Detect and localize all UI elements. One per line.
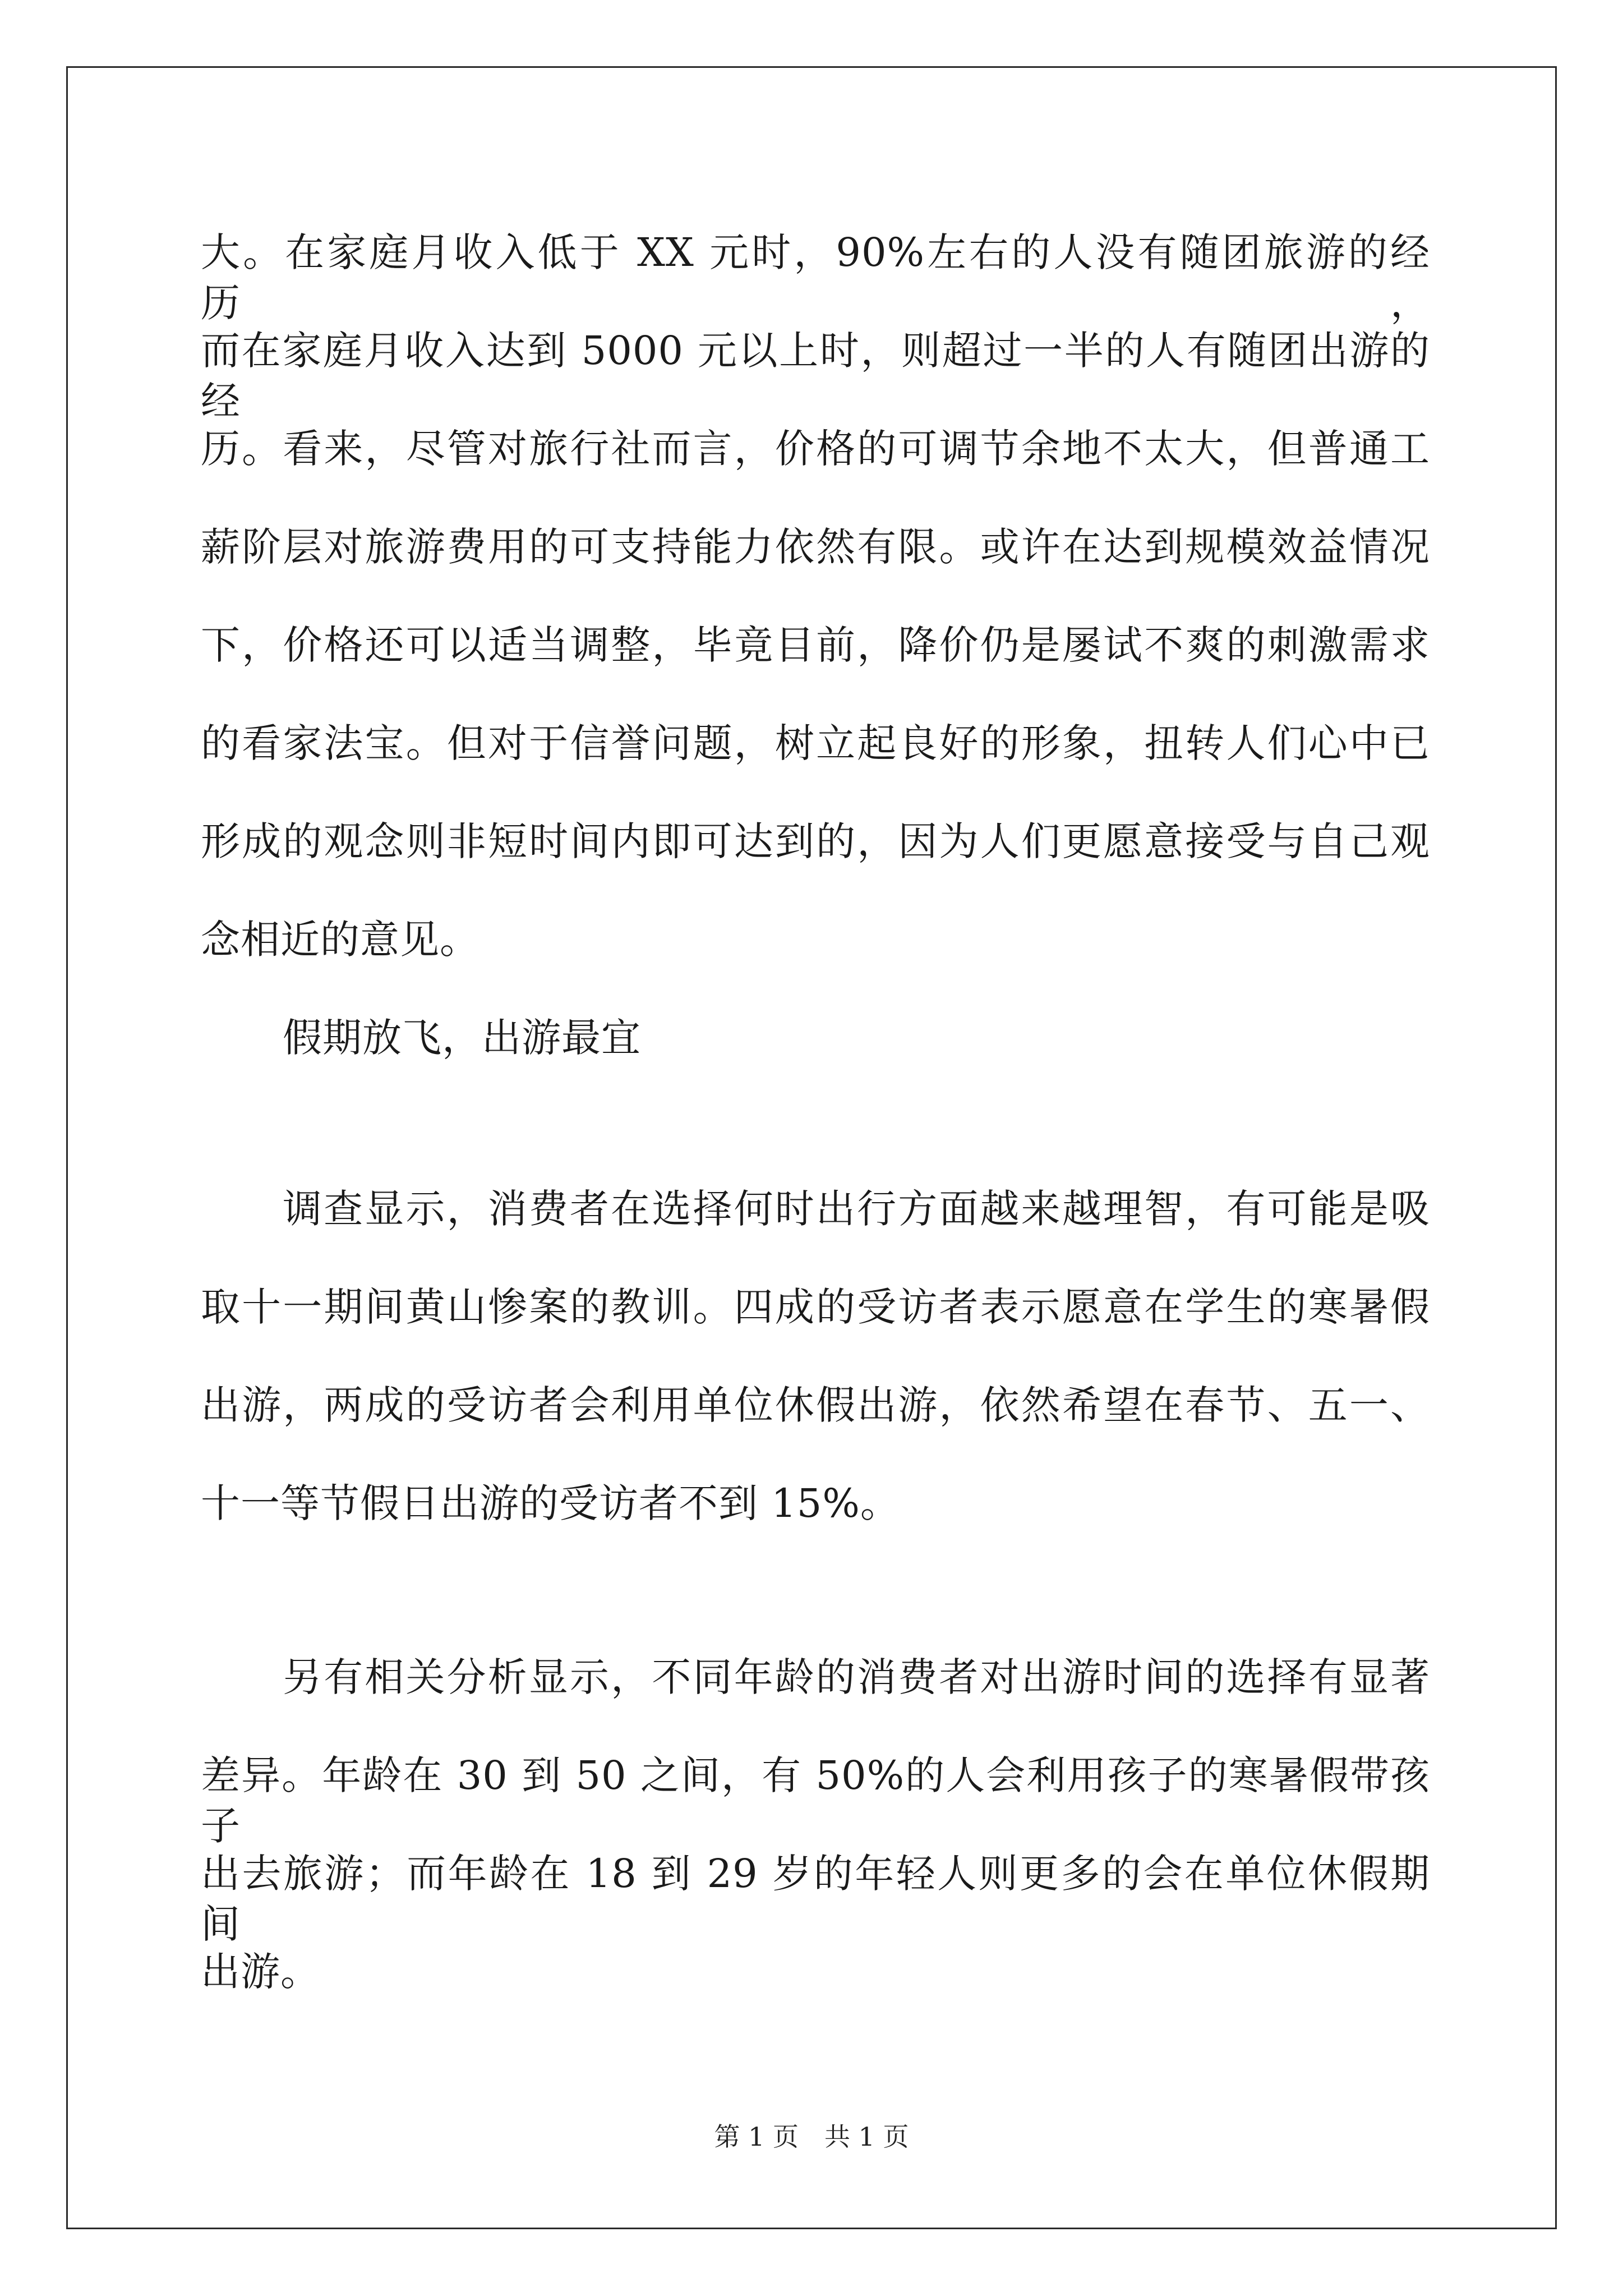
paragraph-line: 出去旅游；而年龄在 18 到 29 岁的年轻人则更多的会在单位休假期间 — [201, 1851, 1430, 1947]
section-heading: 假期放飞，出游最宜 — [283, 1015, 641, 1061]
paragraph-line: 十一等节假日出游的受访者不到 15%。 — [201, 1480, 900, 1526]
paragraph-line: 形成的观念则非短时间内即可达到的，因为人们更愿意接受与自己观 — [201, 818, 1430, 864]
page-border — [66, 66, 1557, 2229]
paragraph-line: 调查显示，消费者在选择何时出行方面越来越理智，有可能是吸 — [283, 1186, 1430, 1232]
paragraph-line: 大。在家庭月收入低于 XX 元时，90%左右的人没有随团旅游的经历， — [201, 229, 1430, 326]
paragraph-line: 而在家庭月收入达到 5000 元以上时，则超过一半的人有随团出游的经 — [201, 328, 1430, 424]
paragraph-line: 薪阶层对旅游费用的可支持能力依然有限。或许在达到规模效益情况 — [201, 524, 1430, 570]
paragraph-line: 出游。 — [201, 1949, 320, 1995]
paragraph-line: 下，价格还可以适当调整，毕竟目前，降价仍是屡试不爽的刺激需求 — [201, 622, 1430, 668]
paragraph-line: 取十一期间黄山惨案的教训。四成的受访者表示愿意在学生的寒暑假 — [201, 1284, 1430, 1330]
page-number-footer: 第 1 页 共 1 页 — [714, 2122, 909, 2152]
paragraph-line: 念相近的意见。 — [201, 917, 479, 963]
paragraph-line: 出游，两成的受访者会利用单位休假出游，依然希望在春节、五一、 — [201, 1382, 1430, 1428]
paragraph-line: 的看家法宝。但对于信誉问题，树立起良好的形象，扭转人们心中已 — [201, 720, 1430, 766]
paragraph-line: 历。看来，尽管对旅行社而言，价格的可调节余地不太大，但普通工 — [201, 426, 1430, 472]
paragraph-line: 差异。年龄在 30 到 50 之间，有 50%的人会利用孩子的寒暑假带孩子 — [201, 1752, 1430, 1849]
paragraph-line: 另有相关分析显示，不同年龄的消费者对出游时间的选择有显著 — [283, 1654, 1430, 1700]
